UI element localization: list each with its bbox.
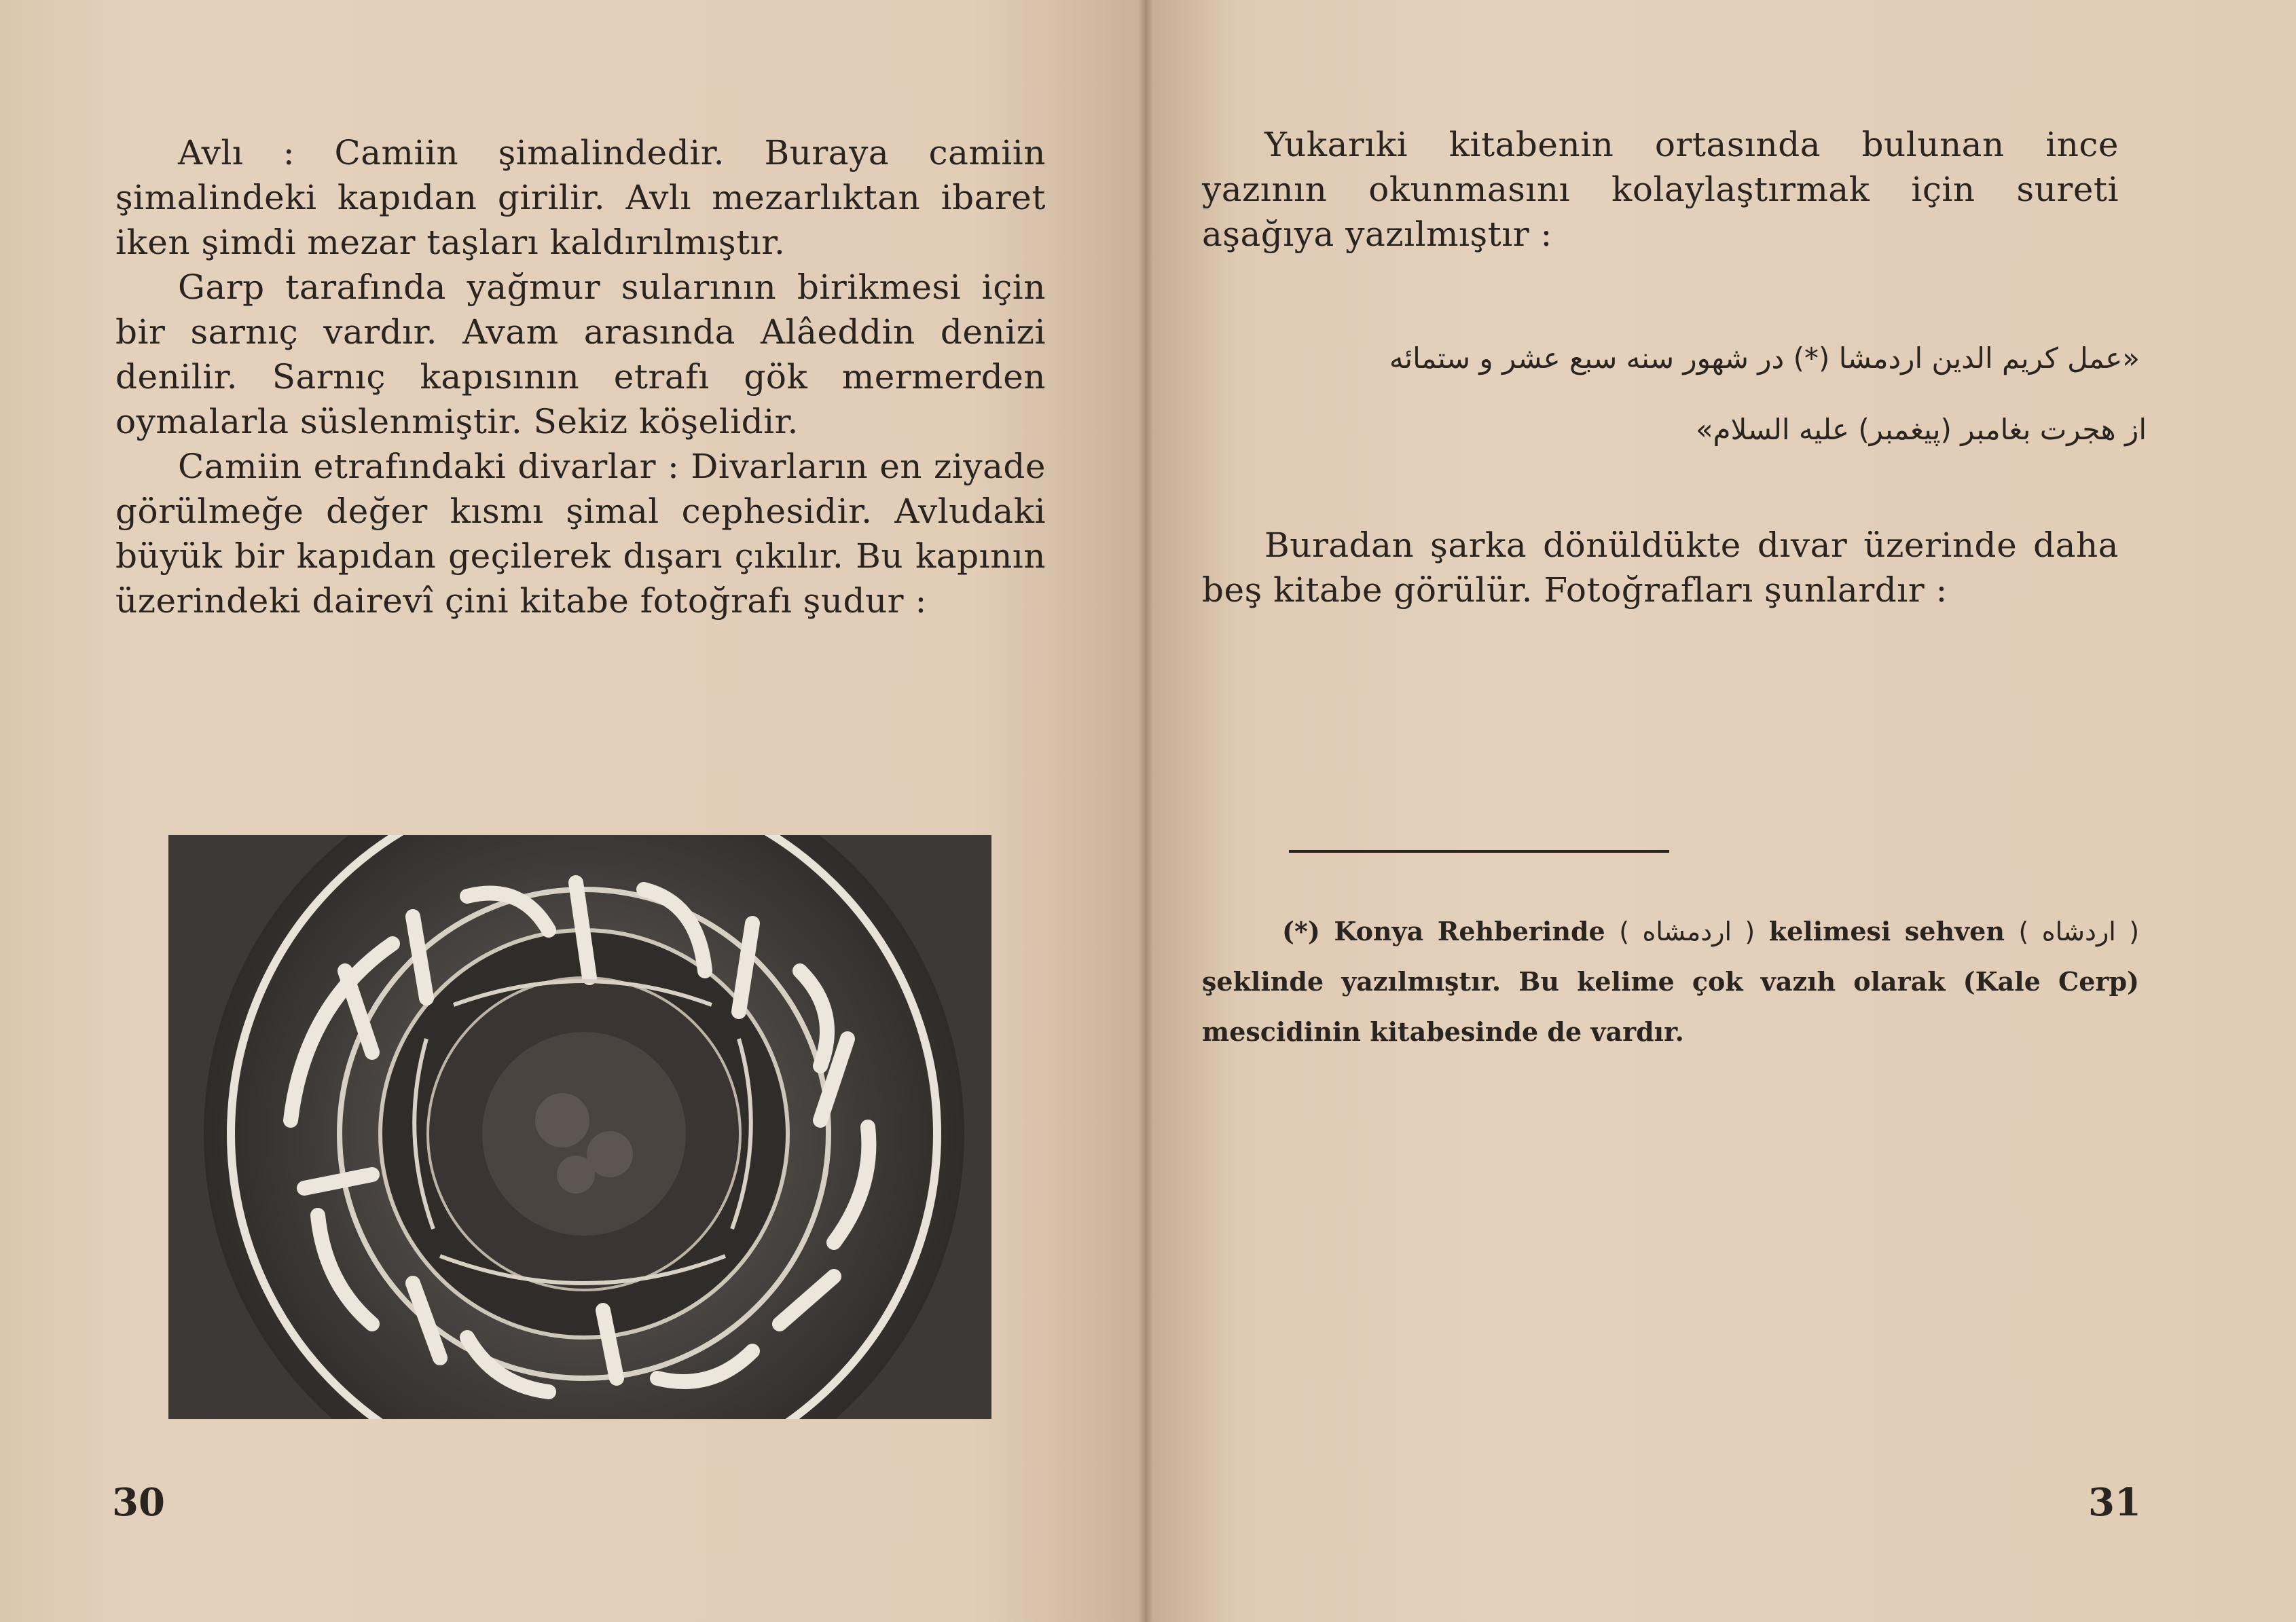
- left-page-text: [115, 130, 1046, 623]
- footnote-text-1: Konya Rehberinde: [1334, 916, 1605, 946]
- inscription-photo: [168, 835, 991, 1419]
- book-gutter: [1138, 0, 1153, 1622]
- paragraph-walls: Camiin etrafındaki divarlar : Divarların en ziyade görülmeğe değer kısmı şimal cephesidir. Avludaki büyük bir kapıdan geçilerek dışarı çıkılır. Bu kapının üzerindeki dairevî çini kitabe fotoğrafı şudur :: [115, 447, 1046, 621]
- right-page-paragraph: [1202, 523, 2119, 612]
- arabic-transcription-line-2: از هجرت بغامبر (پيغمبر) عليه السلام»: [1695, 413, 2147, 446]
- footnote-text-2: kelimesi sehven: [1768, 916, 2005, 946]
- footnote-arabic-2: ( اردشاه ): [2018, 917, 2140, 946]
- footnote-marker: (*): [1282, 916, 1320, 946]
- footnote: [1202, 906, 2139, 1057]
- paragraph-east-inscriptions: Buradan şarka dönüldükte dıvar üzerinde daha beş kitabe görülür. Fotoğrafları şunlardır :: [1202, 526, 2119, 610]
- footnote-rule: [1289, 850, 1669, 853]
- arabic-transcription-line-1: «عمل كريم الدين اردمشا (*) در شهور سنه سبع عشر و ستمائه: [1389, 342, 2140, 375]
- paragraph-courtyard: Avlı : Camiin şimalindedir. Buraya camiin şimalindeki kapıdan girilir. Avlı mezarlıktan ibaret iken şimdi mezar taşları kaldırılmıştır.: [115, 133, 1046, 262]
- footnote-arabic-1: ( اردمشاه ): [1619, 917, 1755, 946]
- paragraph-intro: Yukarıki kitabenin ortasında bulunan ince yazının okunmasını kolaylaştırmak için sureti aşağıya yazılmıştır :: [1202, 125, 2119, 254]
- page-number-right: 31: [2088, 1480, 2141, 1525]
- paragraph-cistern: Garp tarafında yağmur sularının birikmesi için bir sarnıç vardır. Avam arasında Alâeddin denizi denilir. Sarnıç kapısının etrafı gök mermerden oymalarla süslenmiştir. Sekiz köşelidir.: [115, 268, 1046, 441]
- footnote-text-3: şeklinde yazılmıştır. Bu kelime çok vazıh olarak (Kale Cerp) mescidinin kitabesinde de vardır.: [1202, 966, 2139, 1047]
- circular-inscription-drawing: [168, 835, 991, 1419]
- page-number-left: 30: [112, 1480, 165, 1525]
- right-page-intro: [1202, 122, 2119, 257]
